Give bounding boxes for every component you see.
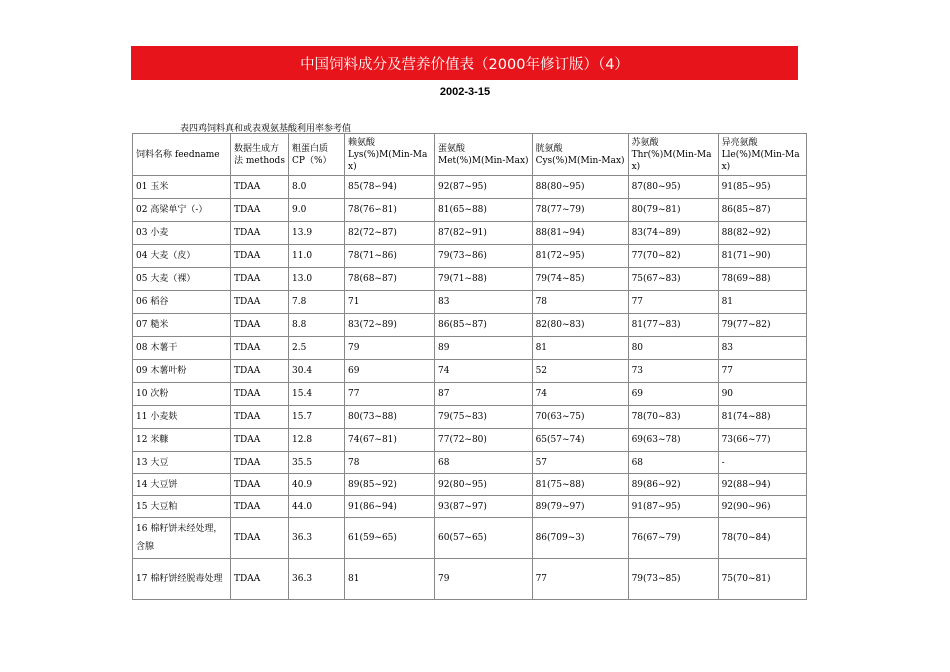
cell-met: 74 [435, 360, 533, 383]
cell-feed: 05 大麦（裸） [133, 268, 231, 291]
table-row [133, 176, 807, 199]
cell-feed: 08 木薯干 [133, 337, 231, 360]
cell-thr: 87(80~95) [628, 176, 718, 199]
cell-method: TDAA [231, 383, 289, 406]
header-lys-en: Lys(%)M(Min-Max) [348, 149, 428, 172]
cell-cys: 78(77~79) [532, 199, 628, 222]
cell-cys: 88(81~94) [532, 222, 628, 245]
cell-lys: 78(71~86) [345, 245, 435, 268]
cell-ile: 73(66~77) [718, 429, 806, 452]
cell-method: TDAA [231, 268, 289, 291]
cell-lys: 83(72~89) [345, 314, 435, 337]
cell-lys: 85(78∽94) [345, 176, 435, 199]
header-met-cn: 蛋氨酸 [438, 143, 466, 154]
cell-cys: 82(80~83) [532, 314, 628, 337]
cell-method: TDAA [231, 518, 289, 559]
header-thr-cn: 苏氨酸 [631, 137, 659, 148]
cell-ile: 79(77~82) [718, 314, 806, 337]
cell-cp: 13.0 [289, 268, 345, 291]
header-ile [718, 134, 806, 176]
header-cys-en: Cys(%)M(Min-Max) [535, 155, 625, 166]
cell-thr: 91(87~95) [628, 496, 718, 518]
cell-ile: 86(85~87) [718, 199, 806, 222]
cell-lys: 78(68~87) [345, 268, 435, 291]
header-ile-en: Lle(%)M(Min-Max) [721, 149, 800, 172]
cell-cp: 7.8 [289, 291, 345, 314]
table-caption: 表四鸡饲料真和或表观氨基酸利用率参考值 [180, 124, 352, 134]
cell-feed: 09 木薯叶粉 [133, 360, 231, 383]
cell-lys: 69 [345, 360, 435, 383]
table-row [133, 268, 807, 291]
cell-met: 83 [435, 291, 533, 314]
cell-ile: 83 [718, 337, 806, 360]
cell-thr: 79(73~85) [628, 559, 718, 600]
cell-met: 79 [435, 559, 533, 600]
table-row [133, 199, 807, 222]
cell-cp: 13.9 [289, 222, 345, 245]
cell-cp: 2.5 [289, 337, 345, 360]
cell-method: TDAA [231, 245, 289, 268]
cell-lys: 79 [345, 337, 435, 360]
cell-feed: 10 次粉 [133, 383, 231, 406]
cell-met: 79(73~86) [435, 245, 533, 268]
cell-feed: 12 米糠 [133, 429, 231, 452]
cell-thr: 76(67~79) [628, 518, 718, 559]
cell-feed: 04 大麦（皮） [133, 245, 231, 268]
header-lys-cn: 赖氨酸 [348, 137, 376, 148]
cell-ile: - [718, 452, 806, 474]
cell-met: 79(71~88) [435, 268, 533, 291]
cell-cp: 30.4 [289, 360, 345, 383]
cell-cys: 57 [532, 452, 628, 474]
cell-cys: 74 [532, 383, 628, 406]
cell-method: TDAA [231, 314, 289, 337]
cell-ile: 77 [718, 360, 806, 383]
cell-cp: 8.0 [289, 176, 345, 199]
cell-cp: 35.5 [289, 452, 345, 474]
cell-feed: 03 小麦 [133, 222, 231, 245]
cell-met: 89 [435, 337, 533, 360]
cell-met: 93(87~97) [435, 496, 533, 518]
document-title-banner [131, 46, 798, 80]
cell-lys: 89(85~92) [345, 474, 435, 496]
header-cp: 粗蛋白质 CP（%） [289, 134, 345, 176]
cell-cys: 52 [532, 360, 628, 383]
header-met-en: Met(%)M(Min-Max) [438, 155, 529, 166]
cell-feed: 02 高梁单宁（-） [133, 199, 231, 222]
cell-met: 60(57~65) [435, 518, 533, 559]
header-ile-cn: 异亮氨酸 [721, 137, 758, 148]
cell-met: 86(85~87) [435, 314, 533, 337]
table-row [133, 429, 807, 452]
cell-lys: 71 [345, 291, 435, 314]
cell-cys: 81 [532, 337, 628, 360]
cell-thr: 81(77~83) [628, 314, 718, 337]
cell-met: 81(65~88) [435, 199, 533, 222]
cell-ile: 81 [718, 291, 806, 314]
amino-acid-table [132, 133, 807, 600]
cell-lys: 74(67~81) [345, 429, 435, 452]
cell-ile: 78(70~84) [718, 518, 806, 559]
cell-cys: 78 [532, 291, 628, 314]
table-row [133, 496, 807, 518]
table-row [133, 559, 807, 600]
cell-method: TDAA [231, 474, 289, 496]
cell-feed: 07 糙米 [133, 314, 231, 337]
cell-method: TDAA [231, 360, 289, 383]
cell-cp: 15.7 [289, 406, 345, 429]
cell-cys: 70(63~75) [532, 406, 628, 429]
cell-lys: 77 [345, 383, 435, 406]
cell-method: TDAA [231, 337, 289, 360]
cell-met: 87 [435, 383, 533, 406]
table-row [133, 337, 807, 360]
cell-lys: 80(73~88) [345, 406, 435, 429]
cell-method: TDAA [231, 452, 289, 474]
table-row [133, 314, 807, 337]
cell-ile: 91(85~95) [718, 176, 806, 199]
cell-thr: 78(70~83) [628, 406, 718, 429]
cell-lys: 61(59~65) [345, 518, 435, 559]
cell-lys: 91(86~94) [345, 496, 435, 518]
cell-feed: 15 大豆粕 [133, 496, 231, 518]
cell-cp: 44.0 [289, 496, 345, 518]
cell-cys: 81(75~88) [532, 474, 628, 496]
cell-cys: 65(57~74) [532, 429, 628, 452]
cell-thr: 69(63~78) [628, 429, 718, 452]
cell-ile: 81(71~90) [718, 245, 806, 268]
cell-cys: 81(72~95) [532, 245, 628, 268]
cell-thr: 89(86~92) [628, 474, 718, 496]
cell-cp: 11.0 [289, 245, 345, 268]
header-feed: 饲料名称 feedname [133, 134, 231, 176]
header-thr-en: Thr(%)M(Min-Max) [631, 149, 712, 172]
cell-cys: 77 [532, 559, 628, 600]
cell-ile: 75(70~81) [718, 559, 806, 600]
cell-ile: 92(90~96) [718, 496, 806, 518]
table-row [133, 518, 807, 559]
table-row [133, 245, 807, 268]
header-method: 数据生成方法 methods [231, 134, 289, 176]
cell-cys: 88(80~95) [532, 176, 628, 199]
header-met [435, 134, 533, 176]
cell-lys: 81 [345, 559, 435, 600]
cell-feed: 13 大豆 [133, 452, 231, 474]
cell-thr: 77 [628, 291, 718, 314]
cell-cys: 89(79~97) [532, 496, 628, 518]
cell-method: TDAA [231, 199, 289, 222]
cell-method: TDAA [231, 291, 289, 314]
cell-feed: 01 玉米 [133, 176, 231, 199]
header-lys [345, 134, 435, 176]
cell-ile: 81(74~88) [718, 406, 806, 429]
header-cys [532, 134, 628, 176]
cell-cp: 15.4 [289, 383, 345, 406]
cell-met: 87(82~91) [435, 222, 533, 245]
cell-feed: 11 小麦麸 [133, 406, 231, 429]
cell-lys: 82(72~87) [345, 222, 435, 245]
table-row [133, 222, 807, 245]
cell-met: 68 [435, 452, 533, 474]
cell-feed: 14 大豆饼 [133, 474, 231, 496]
cell-lys: 78(76∽81) [345, 199, 435, 222]
cell-thr: 80 [628, 337, 718, 360]
cell-cp: 36.3 [289, 518, 345, 559]
header-thr [628, 134, 718, 176]
cell-thr: 83(74~89) [628, 222, 718, 245]
cell-thr: 75(67~83) [628, 268, 718, 291]
cell-thr: 69 [628, 383, 718, 406]
table-row [133, 360, 807, 383]
cell-cys: 79(74~85) [532, 268, 628, 291]
table-row [133, 383, 807, 406]
cell-cp: 40.9 [289, 474, 345, 496]
cell-thr: 80(79~81) [628, 199, 718, 222]
table-row [133, 474, 807, 496]
cell-method: TDAA [231, 559, 289, 600]
cell-ile: 78(69~88) [718, 268, 806, 291]
table-row [133, 406, 807, 429]
cell-thr: 68 [628, 452, 718, 474]
cell-feed: 16 棉籽饼未经处理，含腺 [133, 518, 231, 559]
cell-met: 77(72~80) [435, 429, 533, 452]
cell-ile: 92(88~94) [718, 474, 806, 496]
cell-method: TDAA [231, 429, 289, 452]
cell-met: 92(80~95) [435, 474, 533, 496]
cell-met: 79(75~83) [435, 406, 533, 429]
publish-date: 2002-3-15 [439, 86, 491, 98]
cell-method: TDAA [231, 176, 289, 199]
cell-method: TDAA [231, 496, 289, 518]
table-row [133, 291, 807, 314]
document-title: 中国饲料成分及营养价值表（2000年修订版）（4） [300, 56, 629, 73]
cell-thr: 73 [628, 360, 718, 383]
cell-cys: 86(709~3) [532, 518, 628, 559]
header-cys-cn: 胱氨酸 [535, 143, 563, 154]
cell-method: TDAA [231, 222, 289, 245]
cell-cp: 8.8 [289, 314, 345, 337]
cell-lys: 78 [345, 452, 435, 474]
cell-feed: 17 棉籽饼经脱毒处理 [133, 559, 231, 600]
cell-cp: 9.0 [289, 199, 345, 222]
cell-feed: 06 稻谷 [133, 291, 231, 314]
cell-thr: 77(70~82) [628, 245, 718, 268]
cell-ile: 90 [718, 383, 806, 406]
cell-ile: 88(82~92) [718, 222, 806, 245]
cell-method: TDAA [231, 406, 289, 429]
cell-cp: 12.8 [289, 429, 345, 452]
table-row [133, 452, 807, 474]
cell-cp: 36.3 [289, 559, 345, 600]
cell-met: 92(87~95) [435, 176, 533, 199]
header-row [133, 134, 807, 176]
